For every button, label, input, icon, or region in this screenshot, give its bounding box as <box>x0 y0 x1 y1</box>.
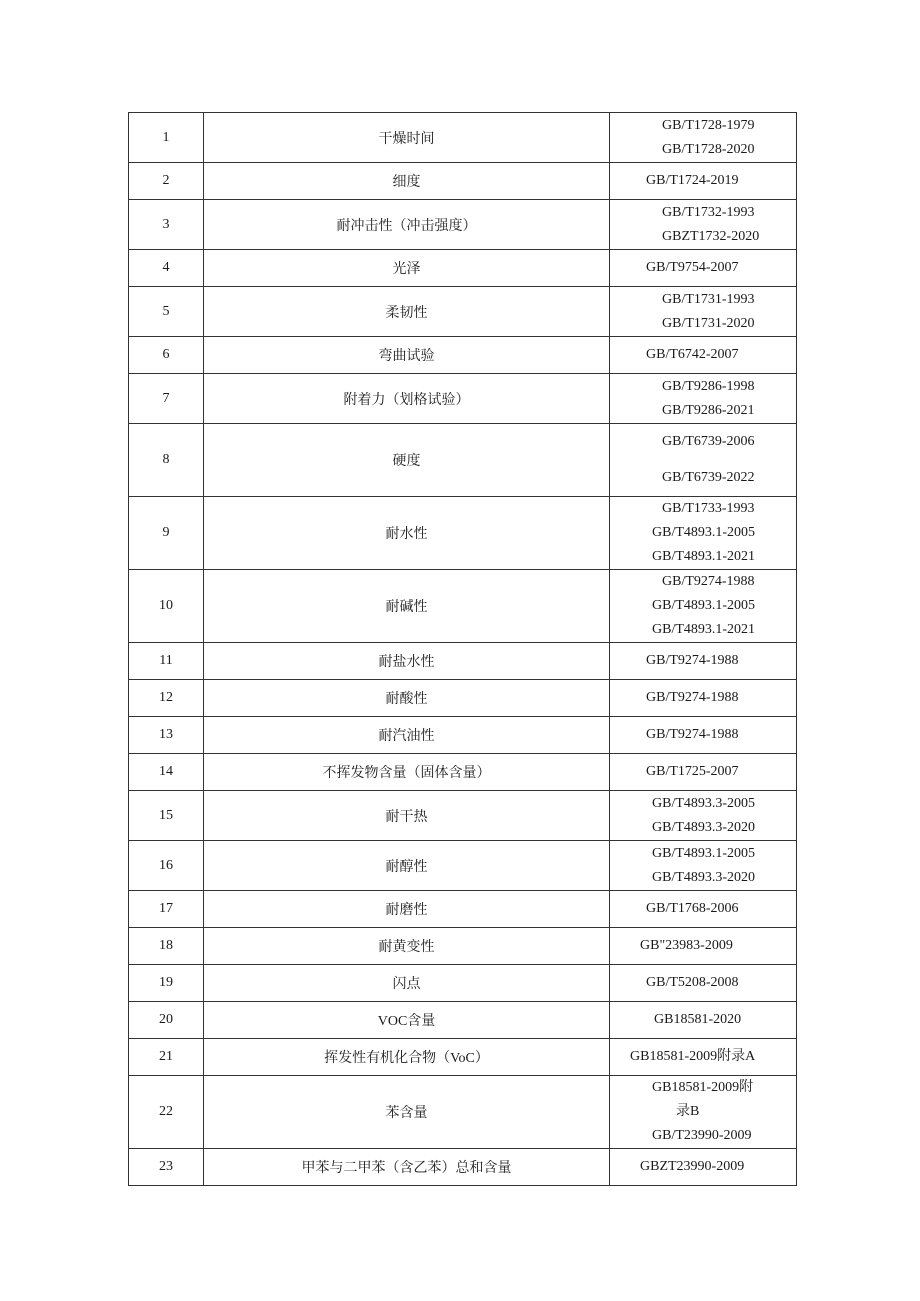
table-row <box>129 841 797 891</box>
standard-cell <box>610 643 797 680</box>
standard-code: GB/T23990-2009 <box>652 1128 752 1143</box>
row-number: 14 <box>129 754 204 791</box>
standard-cell <box>610 424 797 497</box>
test-item: 耐水性 <box>204 497 610 570</box>
standard-cell <box>610 791 797 841</box>
standard-cell <box>610 163 797 200</box>
standard-code <box>610 454 796 466</box>
row-number: 6 <box>129 337 204 374</box>
table-row <box>129 497 797 570</box>
standard-cell <box>610 717 797 754</box>
standard-cell <box>610 570 797 643</box>
standard-code: GB/T1728-2020 <box>662 141 755 157</box>
test-item: 耐汽油性 <box>204 717 610 754</box>
standard-cell <box>610 1076 797 1149</box>
table-row <box>129 1149 797 1186</box>
row-number: 11 <box>129 643 204 680</box>
standard-code: GB/T6742-2007 <box>646 347 739 362</box>
test-item: 光泽 <box>204 250 610 287</box>
test-item: 弯曲试验 <box>204 337 610 374</box>
standard-code: GB/T9274-1988 <box>646 690 739 705</box>
standard-code: GB/T4893.1-2005 <box>652 525 756 540</box>
standard-code: GB18581-2020 <box>654 1012 742 1027</box>
table-body <box>129 113 797 1186</box>
standard-code: GB/T9286-1998 <box>662 378 755 394</box>
table-row <box>129 200 797 250</box>
test-item: 附着力（划格试验） <box>204 374 610 424</box>
standard-cell <box>610 680 797 717</box>
standard-code: GB/T1725-2007 <box>646 764 739 779</box>
standard-cell <box>610 1039 797 1076</box>
table-row <box>129 424 797 497</box>
standard-cell <box>610 113 797 163</box>
standards-table <box>128 112 797 1186</box>
standard-code: GB/T4893.3-2020 <box>652 819 756 835</box>
standard-cell <box>610 337 797 374</box>
standard-code: GB/T4893.1-2021 <box>652 622 756 637</box>
row-number: 15 <box>129 791 204 841</box>
standard-cell <box>610 928 797 965</box>
standard-code: GBZT23990-2009 <box>640 1159 745 1174</box>
standard-code: GB/T9274-1988 <box>646 727 739 742</box>
standard-cell <box>610 841 797 891</box>
standard-cell <box>610 1002 797 1039</box>
table-row <box>129 1076 797 1149</box>
row-number: 19 <box>129 965 204 1002</box>
standard-cell <box>610 891 797 928</box>
table-row <box>129 1002 797 1039</box>
standard-code: GB/T1733-1993 <box>662 501 755 516</box>
standard-code: GB/T1768-2006 <box>646 901 739 916</box>
standard-code: GB/T5208-2008 <box>646 975 739 990</box>
table-row <box>129 717 797 754</box>
table-row <box>129 163 797 200</box>
table-row <box>129 643 797 680</box>
standard-cell <box>610 965 797 1002</box>
row-number: 10 <box>129 570 204 643</box>
standard-code: GB/T9754-2007 <box>646 260 739 275</box>
standard-code: GB18581-2009附录A <box>630 1049 756 1064</box>
table-row <box>129 680 797 717</box>
table-row <box>129 754 797 791</box>
table-row <box>129 791 797 841</box>
standard-code: 录B <box>676 1104 700 1119</box>
row-number: 3 <box>129 200 204 250</box>
standard-code: GB/T1728-1979 <box>662 117 755 133</box>
test-item: 不挥发物含量（固体含量） <box>204 754 610 791</box>
table-row <box>129 928 797 965</box>
test-item: 耐冲击性（冲击强度） <box>204 200 610 250</box>
row-number: 8 <box>129 424 204 497</box>
test-item: 耐干热 <box>204 791 610 841</box>
test-item: 闪点 <box>204 965 610 1002</box>
row-number: 4 <box>129 250 204 287</box>
standard-cell <box>610 250 797 287</box>
table-row <box>129 250 797 287</box>
standard-code: GB/T4893.1-2005 <box>652 845 756 861</box>
row-number: 21 <box>129 1039 204 1076</box>
row-number: 13 <box>129 717 204 754</box>
row-number: 7 <box>129 374 204 424</box>
test-item: 细度 <box>204 163 610 200</box>
row-number: 20 <box>129 1002 204 1039</box>
test-item: 耐盐水性 <box>204 643 610 680</box>
table-row <box>129 337 797 374</box>
test-item: VOC含量 <box>204 1002 610 1039</box>
standard-code: GB/T1731-1993 <box>662 291 755 307</box>
standard-code: GB/T6739-2006 <box>662 434 755 449</box>
test-item: 耐黄变性 <box>204 928 610 965</box>
row-number: 18 <box>129 928 204 965</box>
test-item: 干燥时间 <box>204 113 610 163</box>
row-number: 17 <box>129 891 204 928</box>
table-row <box>129 113 797 163</box>
row-number: 16 <box>129 841 204 891</box>
standard-code: GB/T4893.3-2020 <box>652 869 756 885</box>
standard-code: GB/T9274-1988 <box>646 653 739 668</box>
row-number: 5 <box>129 287 204 337</box>
row-number: 2 <box>129 163 204 200</box>
standard-code: GB/T4893.1-2005 <box>652 598 756 613</box>
table-row <box>129 965 797 1002</box>
standard-code: GB"23983-2009 <box>640 938 733 953</box>
row-number: 9 <box>129 497 204 570</box>
test-item: 硬度 <box>204 424 610 497</box>
standard-code: GB/T1732-1993 <box>662 204 755 220</box>
standard-code: GB/T4893.1-2021 <box>652 549 756 564</box>
standard-code: GB/T4893.3-2005 <box>652 795 756 811</box>
standard-code: GB/T9286-2021 <box>662 402 755 418</box>
test-item: 耐磨性 <box>204 891 610 928</box>
test-item: 苯含量 <box>204 1076 610 1149</box>
standard-code: GB18581-2009附 <box>652 1080 754 1095</box>
row-number: 12 <box>129 680 204 717</box>
standard-code: GBZT1732-2020 <box>662 228 760 244</box>
test-item: 甲苯与二甲苯（含乙苯）总和含量 <box>204 1149 610 1186</box>
table-row <box>129 374 797 424</box>
standard-code: GB/T1731-2020 <box>662 315 755 331</box>
standard-code: GB/T6739-2022 <box>662 470 755 485</box>
row-number: 22 <box>129 1076 204 1149</box>
table-row <box>129 1039 797 1076</box>
row-number: 23 <box>129 1149 204 1186</box>
standard-cell <box>610 497 797 570</box>
test-item: 柔韧性 <box>204 287 610 337</box>
table-row <box>129 570 797 643</box>
standard-cell <box>610 754 797 791</box>
standard-cell <box>610 374 797 424</box>
standard-code: GB/T9274-1988 <box>662 574 755 589</box>
standard-cell <box>610 200 797 250</box>
standard-cell <box>610 1149 797 1186</box>
standard-code: GB/T1724-2019 <box>646 173 739 188</box>
row-number: 1 <box>129 113 204 163</box>
table-row <box>129 891 797 928</box>
test-item: 挥发性有机化合物（VoC） <box>204 1039 610 1076</box>
test-item: 耐碱性 <box>204 570 610 643</box>
table-row <box>129 287 797 337</box>
test-item: 耐醇性 <box>204 841 610 891</box>
standard-cell <box>610 287 797 337</box>
test-item: 耐酸性 <box>204 680 610 717</box>
